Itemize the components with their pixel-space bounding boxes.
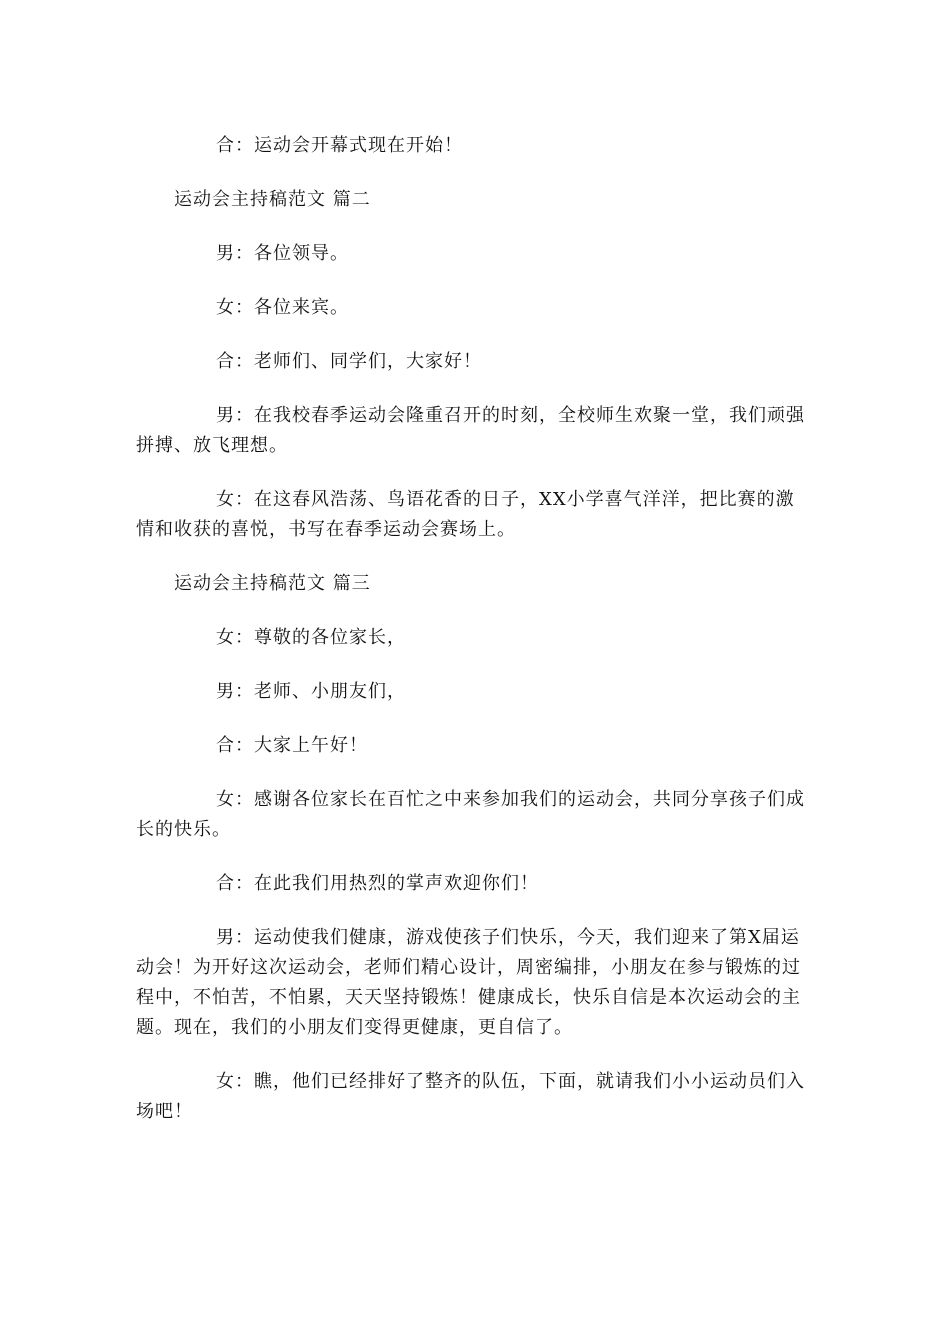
paragraph: 女：各位来宾。 — [216, 297, 349, 318]
section-heading: 运动会主持稿范文 篇三 — [174, 573, 371, 594]
document-body — [136, 131, 810, 1127]
paragraph: 女：感谢各位家长在百忙之中来参加我们的运动会，共同分享孩子们成长的快乐。 — [136, 789, 805, 840]
paragraph: 合：运动会开幕式现在开始！ — [216, 135, 463, 156]
paragraph: 男：运动使我们健康，游戏使孩子们快乐，今天，我们迎来了第X届运动会！为开好这次运动会，老师们精心设计，周密编排，小朋友在参与锻炼的过程中，不怕苦，不怕累，天天坚持锻炼！健康成长，快乐自信是本次运动会的主题。现在，我们的小朋友们变得更健康，更自信了。 — [136, 927, 801, 1038]
paragraph: 合：大家上午好！ — [216, 735, 368, 756]
paragraph: 女：在这春风浩荡、鸟语花香的日子，XX小学喜气洋洋，把比赛的激情和收获的喜悦，书写在春季运动会赛场上。 — [136, 489, 795, 540]
paragraph: 合：老师们、同学们，大家好！ — [216, 351, 482, 372]
paragraph: 女：尊敬的各位家长， — [216, 627, 406, 648]
paragraph: 男：各位领导。 — [216, 243, 349, 264]
paragraph: 合：在此我们用热烈的掌声欢迎你们！ — [216, 873, 539, 894]
paragraph: 女：瞧，他们已经排好了整齐的队伍，下面，就请我们小小运动员们入场吧！ — [136, 1071, 805, 1122]
paragraph: 男：在我校春季运动会隆重召开的时刻，全校师生欢聚一堂，我们顽强拼搏、放飞理想。 — [136, 405, 805, 456]
paragraph: 男：老师、小朋友们， — [216, 681, 406, 702]
section-heading: 运动会主持稿范文 篇二 — [174, 189, 371, 210]
